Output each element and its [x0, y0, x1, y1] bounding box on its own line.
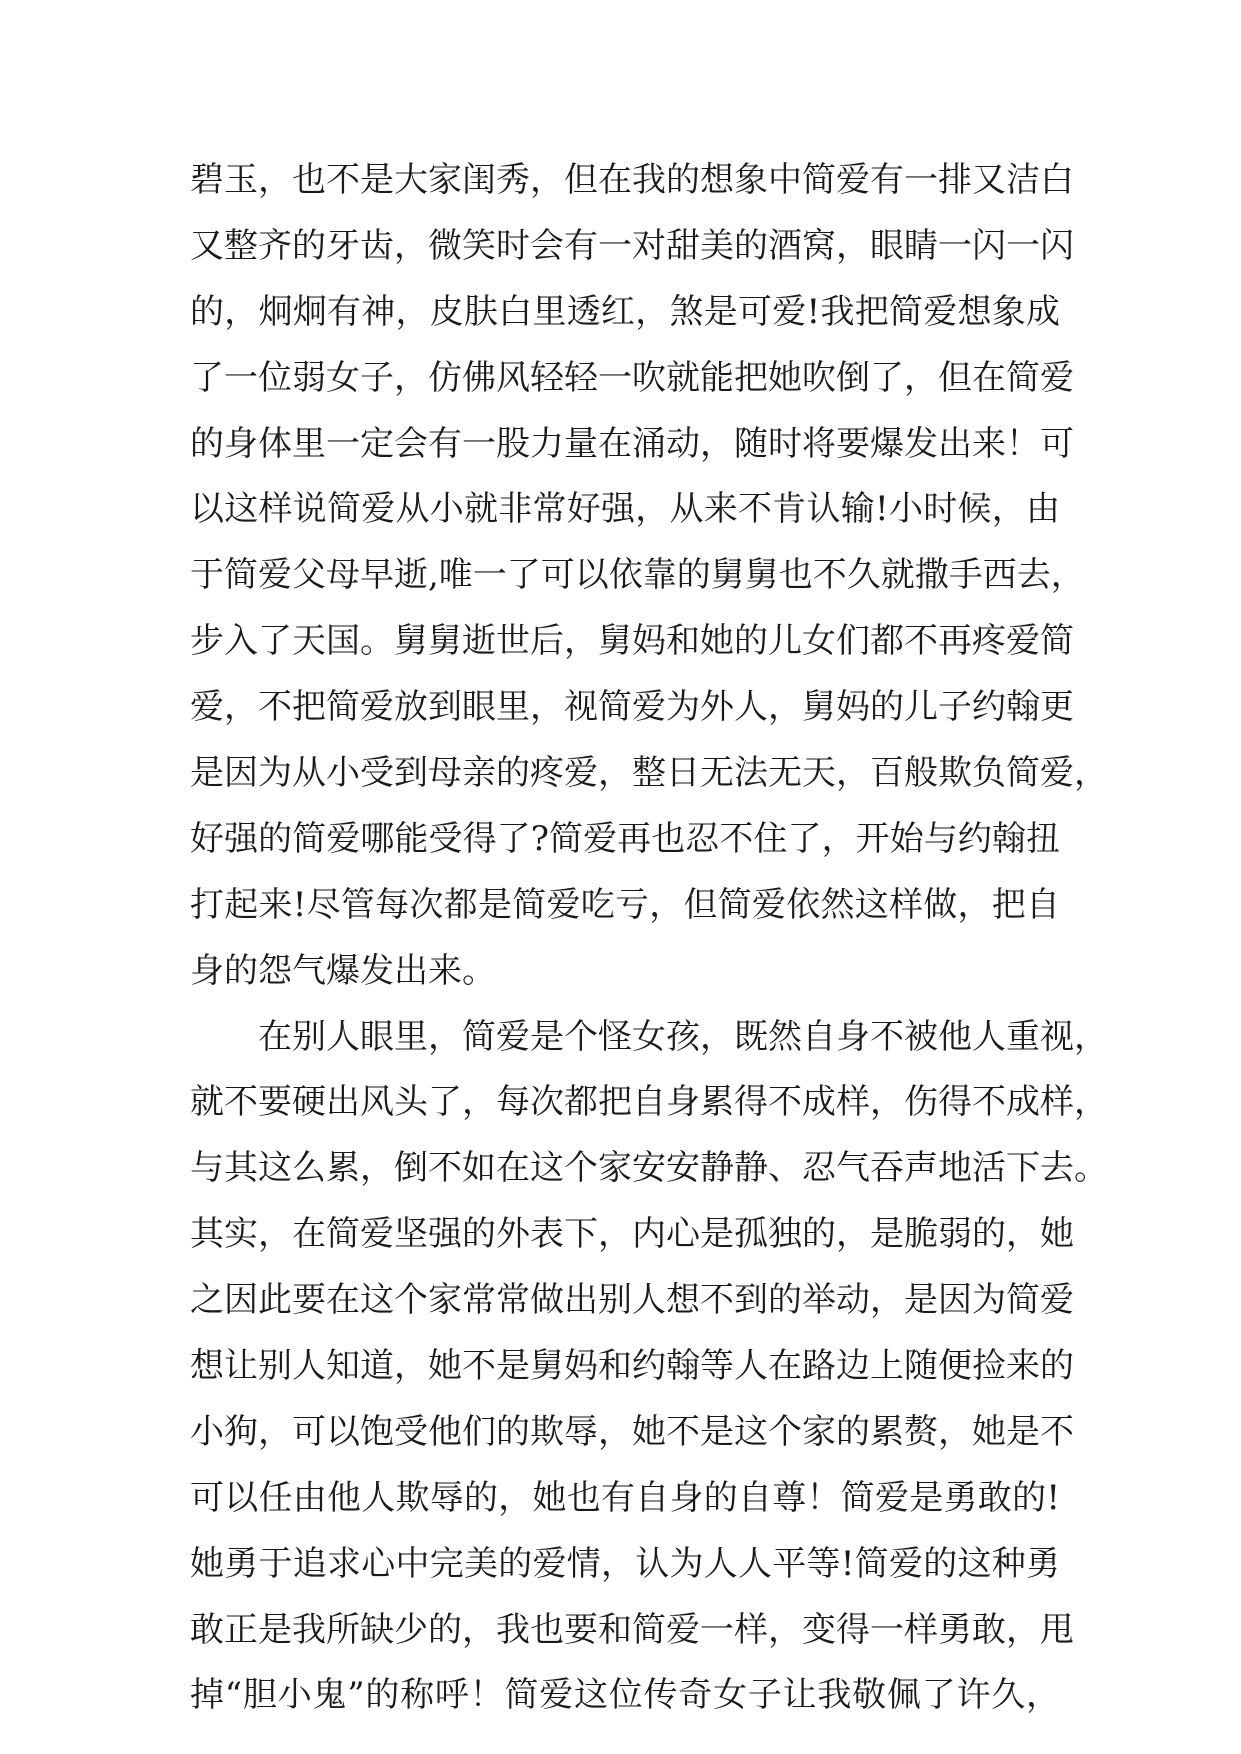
paragraph-1-line-2: 又整齐的牙齿，微笑时会有一对甜美的酒窝，眼睛一闪一闪 — [190, 225, 1074, 266]
paragraph-2-line-4: 其实，在简爱坚强的外表下，内心是孤独的，是脆弱的，她 — [190, 1214, 1074, 1255]
paragraph-2-line-7: 小狗，可以饱受他们的欺辱，她不是这个家的累赘，她是不 — [190, 1411, 1074, 1452]
paragraph-2-line-8: 可以任由他人欺辱的，她也有自身的自尊！简爱是勇敢的! — [190, 1477, 1060, 1518]
paragraph-1-line-1: 碧玉，也不是大家闺秀，但在我的想象中简爱有一排又洁白 — [190, 160, 1074, 200]
paragraph-1-line-6: 以这样说简爱从小就非常好强，从来不肯认输!小时候，由 — [190, 489, 1060, 530]
paragraph-1-line-7: 于简爱父母早逝,唯一了可以依靠的舅舅也不久就撒手西去， — [190, 555, 1085, 596]
paragraph-2-line-2: 就不要硬出风头了，每次都把自身累得不成样，伤得不成样， — [190, 1082, 1108, 1123]
paragraph-2-line-10: 敢正是我所缺少的，我也要和简爱一样，变得一样勇敢，甩 — [190, 1609, 1074, 1650]
paragraph-1-line-3: 的，炯炯有神，皮肤白里透红，煞是可爱!我把简爱想象成 — [190, 291, 1060, 332]
body-text — [190, 148, 1108, 1729]
paragraph-1-line-11: 好强的简爱哪能受得了?简爱再也忍不住了，开始与约翰扭 — [190, 818, 1060, 859]
paragraph-1-line-4: 了一位弱女子，仿佛风轻轻一吹就能把她吹倒了，但在简爱 — [190, 357, 1074, 398]
paragraph-2-line-5: 之因此要在这个家常常做出别人想不到的举动，是因为简爱 — [190, 1280, 1074, 1321]
paragraph-2-line-6: 想让别人知道，她不是舅妈和约翰等人在路边上随便捡来的 — [190, 1346, 1074, 1387]
paragraph-1-line-13: 身的怨气爆发出来。 — [190, 950, 496, 991]
paragraph-1-line-12: 打起来!尽管每次都是简爱吃亏，但简爱依然这样做，把自 — [190, 884, 1060, 925]
paragraph-2-line-1: 在别人眼里，简爱是个怪女孩，既然自身不被他人重视， — [258, 1016, 1108, 1057]
paragraph-1-line-9: 爱，不把简爱放到眼里，视简爱为外人，舅妈的儿子约翰更 — [190, 687, 1074, 728]
paragraph-1-line-5: 的身体里一定会有一股力量在涌动，随时将要爆发出来！可 — [190, 423, 1074, 464]
paragraph-2-line-9: 她勇于追求心中完美的爱情，认为人人平等!简爱的这种勇 — [190, 1543, 1060, 1584]
paragraph-2-line-11: 掉“胆小鬼”的称呼！简爱这位传奇女子让我敬佩了许久， — [190, 1675, 1060, 1716]
paragraph-2-line-3: 与其这么累，倒不如在这个家安安静静、忍气吞声地活下去。 — [190, 1148, 1108, 1189]
paragraph-1-line-8: 步入了天国。舅舅逝世后，舅妈和她的儿女们都不再疼爱简 — [190, 621, 1074, 662]
paragraph-1-line-10: 是因为从小受到母亲的疼爱，整日无法无天，百般欺负简爱， — [190, 753, 1108, 794]
